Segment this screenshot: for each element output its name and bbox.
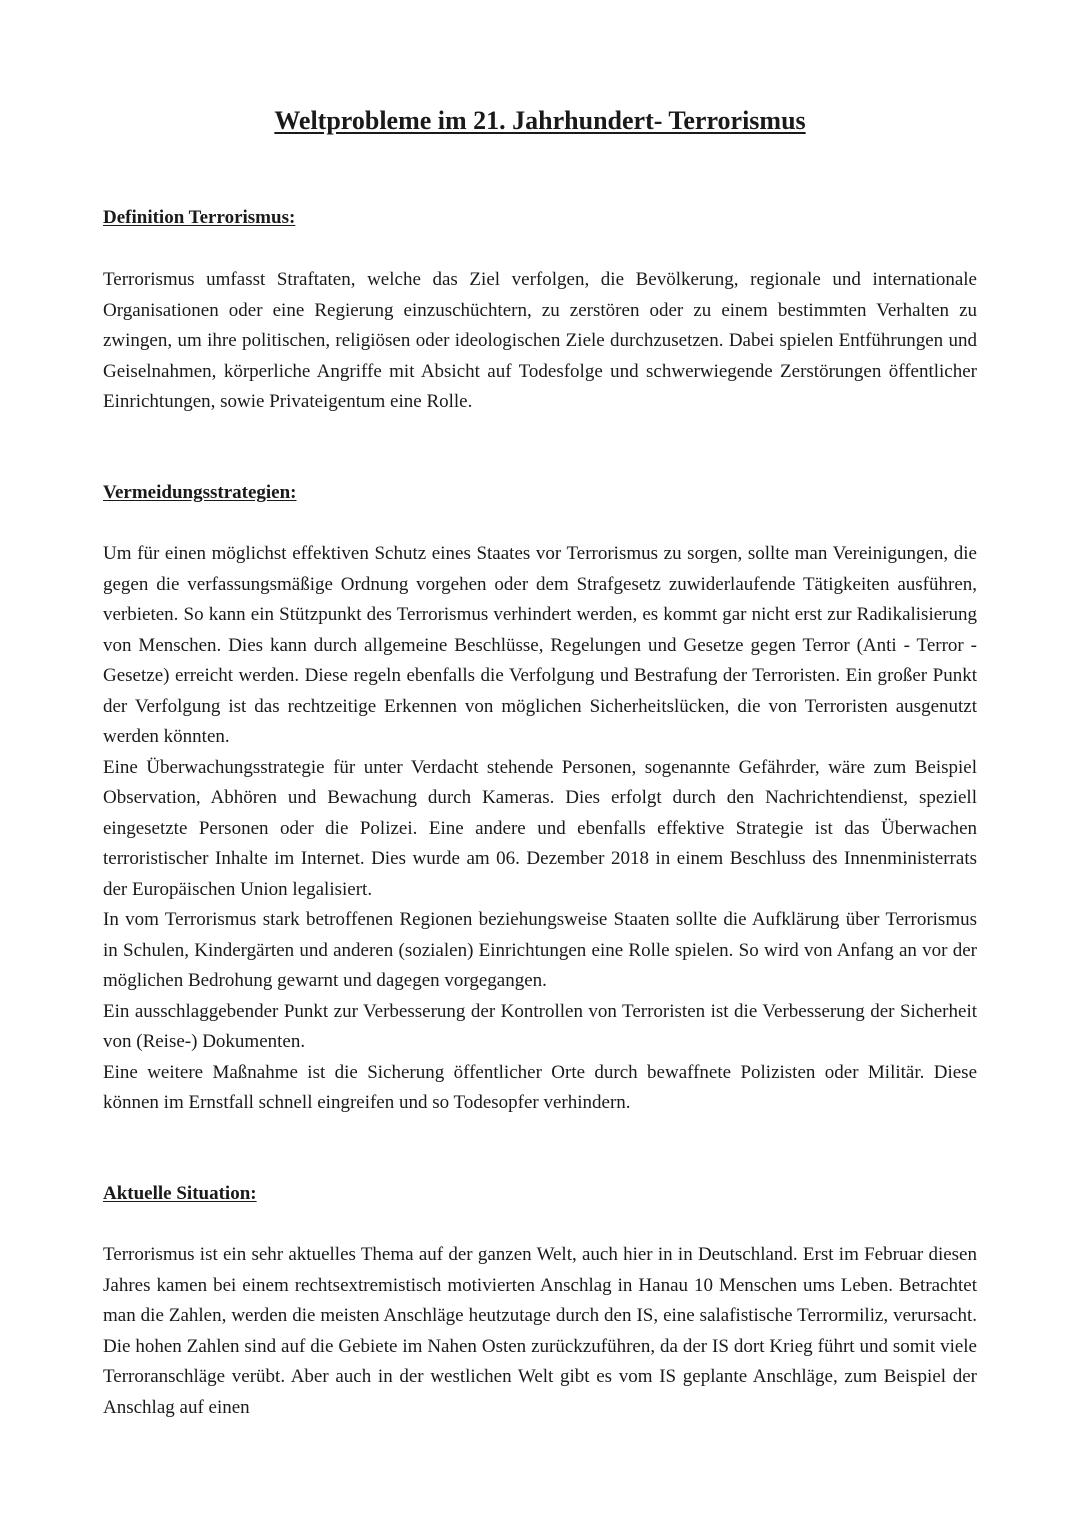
section-body-aktuelle-situation [103,1240,977,1423]
document-title: Weltprobleme im 21. Jahrhundert- Terrorismus [274,106,806,135]
paragraph: Eine weitere Maßnahme ist die Sicherung öffentlicher Orte durch bewaffnete Polizisten oder Militär. Diese können im Ernstfall schnell eingreifen und so Todesopfer verhindern. [103,1061,977,1113]
paragraph: Um für einen möglichst effektiven Schutz eines Staates vor Terrorismus zu sorgen, sollte man Vereinigungen, die gegen die verfassungsmäßige Ordnung vorgehen oder dem Strafgesetz zuwiderlaufende Tätigkeiten ausführen, verbieten. So kann ein Stützpunkt des Terrorismus verhindert werden, es kommt gar nicht erst zur Radikalisierung von Menschen. Dies kann durch allgemeine Beschlüsse, Regelungen und Gesetze gegen Terror (Anti - Terror - Gesetze) erreicht werden. Diese regeln ebenfalls die Verfolgung und Bestrafung der Terroristen. Ein großer Punkt der Verfolgung ist das rechtzeitige Erkennen von möglichen Sicherheitslücken, die von Terroristen ausgenutzt werden könnten. [103,543,977,747]
paragraph: Ein ausschlaggebender Punkt zur Verbesserung der Kontrollen von Terroristen ist die Verbesserung der Sicherheit von (Reise-) Dokumenten. [103,1000,977,1052]
section-body-definition [103,265,977,418]
paragraph: Terrorismus ist ein sehr aktuelles Thema auf der ganzen Welt, auch hier in in Deutschland. Erst im Februar diesen Jahres kamen bei einem rechtsextremistisch motivierten Anschlag in Hanau 10 Menschen ums Leben. Betrachtet man die Zahlen, werden die meisten Anschläge heutzutage durch den IS, eine salafistische Terrormiliz, verursacht. Die hohen Zahlen sind auf die Gebiete im Nahen Osten zurückzuführen, da der IS dort Krieg führt und somit viele Terroranschläge verübt. Aber auch in der westlichen Welt gibt es vom IS geplante Anschläge, zum Beispiel der Anschlag auf einen [103,1244,977,1418]
section-heading-aktuelle-situation: Aktuelle Situation: [103,1183,257,1204]
section-heading-vermeidungsstrategien: Vermeidungsstrategien: [103,482,297,503]
section-body-vermeidungsstrategien [103,539,977,1119]
paragraph: Eine Überwachungsstrategie für unter Verdacht stehende Personen, sogenannte Gefährder, wäre zum Beispiel Observation, Abhören und Bewachung durch Kameras. Dies erfolgt durch den Nachrichtendienst, speziell eingesetzte Personen oder die Polizei. Eine andere und ebenfalls effektive Strategie ist das Überwachen terroristischer Inhalte im Internet. Dies wurde am 06. Dezember 2018 in einem Beschluss des Innenministerrats der Europäischen Union legalisiert. [103,756,977,900]
paragraph: In vom Terrorismus stark betroffenen Regionen beziehungsweise Staaten sollte die Aufklärung über Terrorismus in Schulen, Kindergärten und anderen (sozialen) Einrichtungen eine Rolle spielen. So wird von Anfang an vor der möglichen Bedrohung gewarnt und dagegen vorgegangen. [103,909,977,991]
section-heading-definition: Definition Terrorismus: [103,207,296,228]
paragraph: Terrorismus umfasst Straftaten, welche das Ziel verfolgen, die Bevölkerung, regionale und internationale Organisationen oder eine Regierung einzuschüchtern, zu zerstören oder zu einem bestimmten Verhalten zu zwingen, um ihre politischen, religiösen oder ideologischen Ziele durchzusetzen. Dabei spielen Entführungen und Geiselnahmen, körperliche Angriffe mit Absicht auf Todesfolge und schwerwiegende Zerstörungen öffentlicher Einrichtungen, sowie Privateigentum eine Rolle. [103,269,977,412]
document-page [103,0,977,1527]
